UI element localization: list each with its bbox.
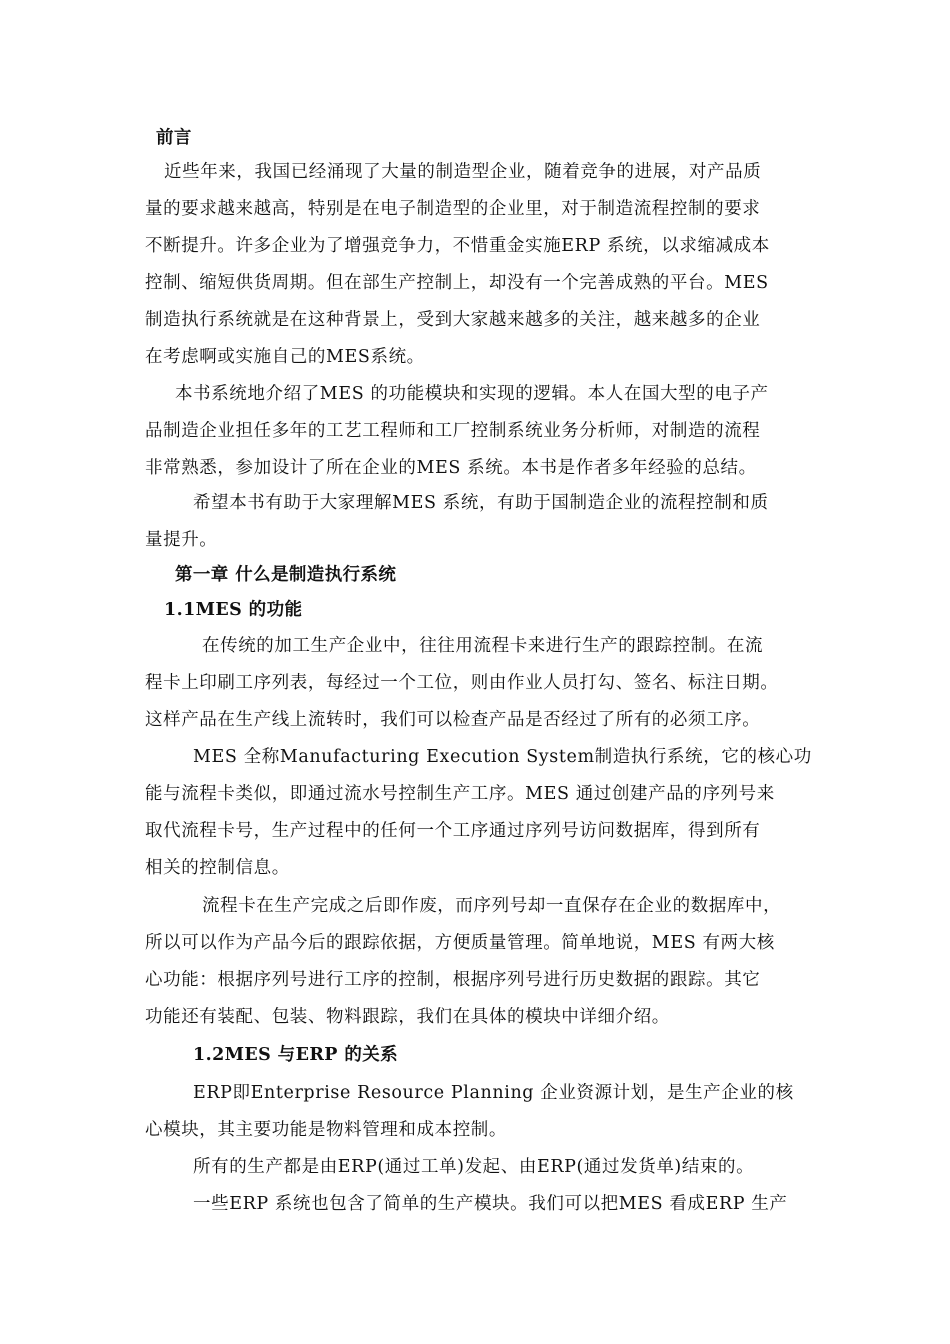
preface-p1-line-6: 在考虑啊或实施自己的MES系统。 [145, 347, 425, 367]
s1-p2-line-1: MES 全称Manufacturing Execution System制造执行系统，它的核心功 [193, 747, 812, 767]
preface-p1-line-2: 量的要求越来越高，特别是在电子制造型的企业里，对于制造流程控制的要求 [145, 199, 761, 219]
s2-p1-line-1: ERP即Enterprise Resource Planning 企业资源计划，是生产企业的核 [193, 1083, 794, 1103]
s2-p2-line-1: 所有的生产都是由ERP(通过工单)发起、由ERP(通过发货单)结束的。 [193, 1157, 755, 1177]
s1-p2-line-2: 能与流程卡类似，即通过流水号控制生产工序。MES 通过创建产品的序列号来 [145, 784, 775, 804]
preface-p3-line-2: 量提升。 [145, 530, 218, 550]
preface-p2-line-1: 本书系统地介绍了MES 的功能模块和实现的逻辑。本人在国大型的电子产 [175, 384, 769, 404]
preface-title: 前言 [156, 128, 192, 148]
s2-p1-line-2: 心模块，其主要功能是物料管理和成本控制。 [145, 1120, 507, 1140]
s1-p2-line-4: 相关的控制信息。 [145, 858, 290, 878]
preface-p3-line-1: 希望本书有助于大家理解MES 系统，有助于国制造企业的流程控制和质 [193, 493, 769, 513]
chapter-1-title: 第一章 什么是制造执行系统 [175, 565, 397, 585]
s1-p3-line-1: 流程卡在生产完成之后即作废，而序列号却一直保存在企业的数据库中， [202, 896, 782, 916]
s2-p3-line-1: 一些ERP 系统也包含了简单的生产模块。我们可以把MES 看成ERP 生产 [193, 1194, 788, 1214]
preface-p1-line-1: 近些年来，我国已经涌现了大量的制造型企业，随着竞争的进展，对产品质 [164, 162, 762, 182]
preface-p2-line-2: 品制造企业担任多年的工艺工程师和工厂控制系统业务分析师，对制造的流程 [145, 421, 761, 441]
preface-p1-line-4: 控制、缩短供货周期。但在部生产控制上，却没有一个完善成熟的平台。MES [145, 273, 769, 293]
preface-p1-line-3: 不断提升。许多企业为了增强竞争力，不惜重金实施ERP 系统，以求缩减成本 [145, 236, 770, 256]
s1-p3-line-3: 心功能：根据序列号进行工序的控制，根据序列号进行历史数据的跟踪。其它 [145, 970, 761, 990]
section-1-1-title: 1.1MES 的功能 [164, 600, 303, 620]
s1-p1-line-2: 程卡上印刷工序列表，每经过一个工位，则由作业人员打勾、签名、标注日期。 [145, 673, 779, 693]
s1-p1-line-3: 这样产品在生产线上流转时，我们可以检查产品是否经过了所有的必须工序。 [145, 710, 761, 730]
preface-p1-line-5: 制造执行系统就是在这种背景上，受到大家越来越多的关注，越来越多的企业 [145, 310, 761, 330]
s1-p3-line-4: 功能还有装配、包装、物料跟踪，我们在具体的模块中详细介绍。 [145, 1007, 670, 1027]
s1-p1-line-1: 在传统的加工生产企业中，往往用流程卡来进行生产的跟踪控制。在流 [202, 636, 764, 656]
s1-p3-line-2: 所以可以作为产品今后的跟踪依据，方便质量管理。简单地说，MES 有两大核 [145, 933, 775, 953]
section-1-2-title: 1.2MES 与ERP 的关系 [193, 1045, 399, 1065]
s1-p2-line-3: 取代流程卡号，生产过程中的任何一个工序通过序列号访问数据库，得到所有 [145, 821, 761, 841]
preface-p2-line-3: 非常熟悉，参加设计了所在企业的MES 系统。本书是作者多年经验的总结。 [145, 458, 757, 478]
